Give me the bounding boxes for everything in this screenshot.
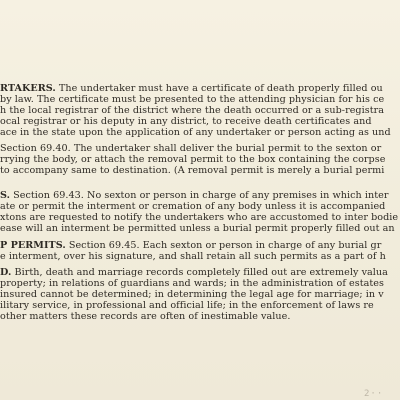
text-line: ace in the state upon the application of any undertaker or person acting as und bbox=[0, 127, 391, 138]
text-line: ocal registrar or his deputy in any district, to receive death certificates and bbox=[0, 116, 372, 127]
text-line: S. Section 69.43. No sexton or person in charge of any premises in which inter bbox=[0, 190, 389, 201]
text-line: ate or permit the interment or cremation of any body unless it is accompanied bbox=[0, 201, 386, 212]
text-line: D. Birth, death and marriage records completely filled out are extremely valua bbox=[0, 267, 388, 278]
text-line: insured cannot be determined; in determining the legal age for marriage; in v bbox=[0, 289, 384, 300]
text-line: RTAKERS. The undertaker must have a certificate of death properly filled ou bbox=[0, 83, 383, 94]
text-line: ilitary service, in professional and official life; in the enforcement of laws re bbox=[0, 300, 374, 311]
text-line: property; in relations of guardians and wards; in the administration of estates bbox=[0, 278, 385, 289]
text-line: other matters these records are often of inestimable value. bbox=[0, 311, 291, 322]
page-number-stamp: 2·· bbox=[364, 389, 384, 399]
text-line: P PERMITS. Section 69.45. Each sexton or person in charge of any burial gr bbox=[0, 240, 382, 251]
text-line: Section 69.40. The undertaker shall deliver the burial permit to the sexton or bbox=[0, 143, 382, 154]
text-line: rrying the body, or attach the removal permit to the box containing the corpse bbox=[0, 154, 386, 165]
text-line: ease will an interment be permitted unless a burial permit properly filled out an bbox=[0, 223, 395, 234]
text-line: e interment, over his signature, and shall retain all such permits as a part of h bbox=[0, 251, 386, 262]
text-line: h the local registrar of the district where the death occurred or a sub-registra bbox=[0, 105, 385, 116]
text-line: xtons are requested to notify the undertakers who are accustomed to inter bodie bbox=[0, 212, 399, 223]
text-line: by law. The certificate must be presented to the attending physician for his ce bbox=[0, 94, 385, 105]
text-line: to accompany same to destination. (A removal permit is merely a burial permi bbox=[0, 165, 385, 176]
